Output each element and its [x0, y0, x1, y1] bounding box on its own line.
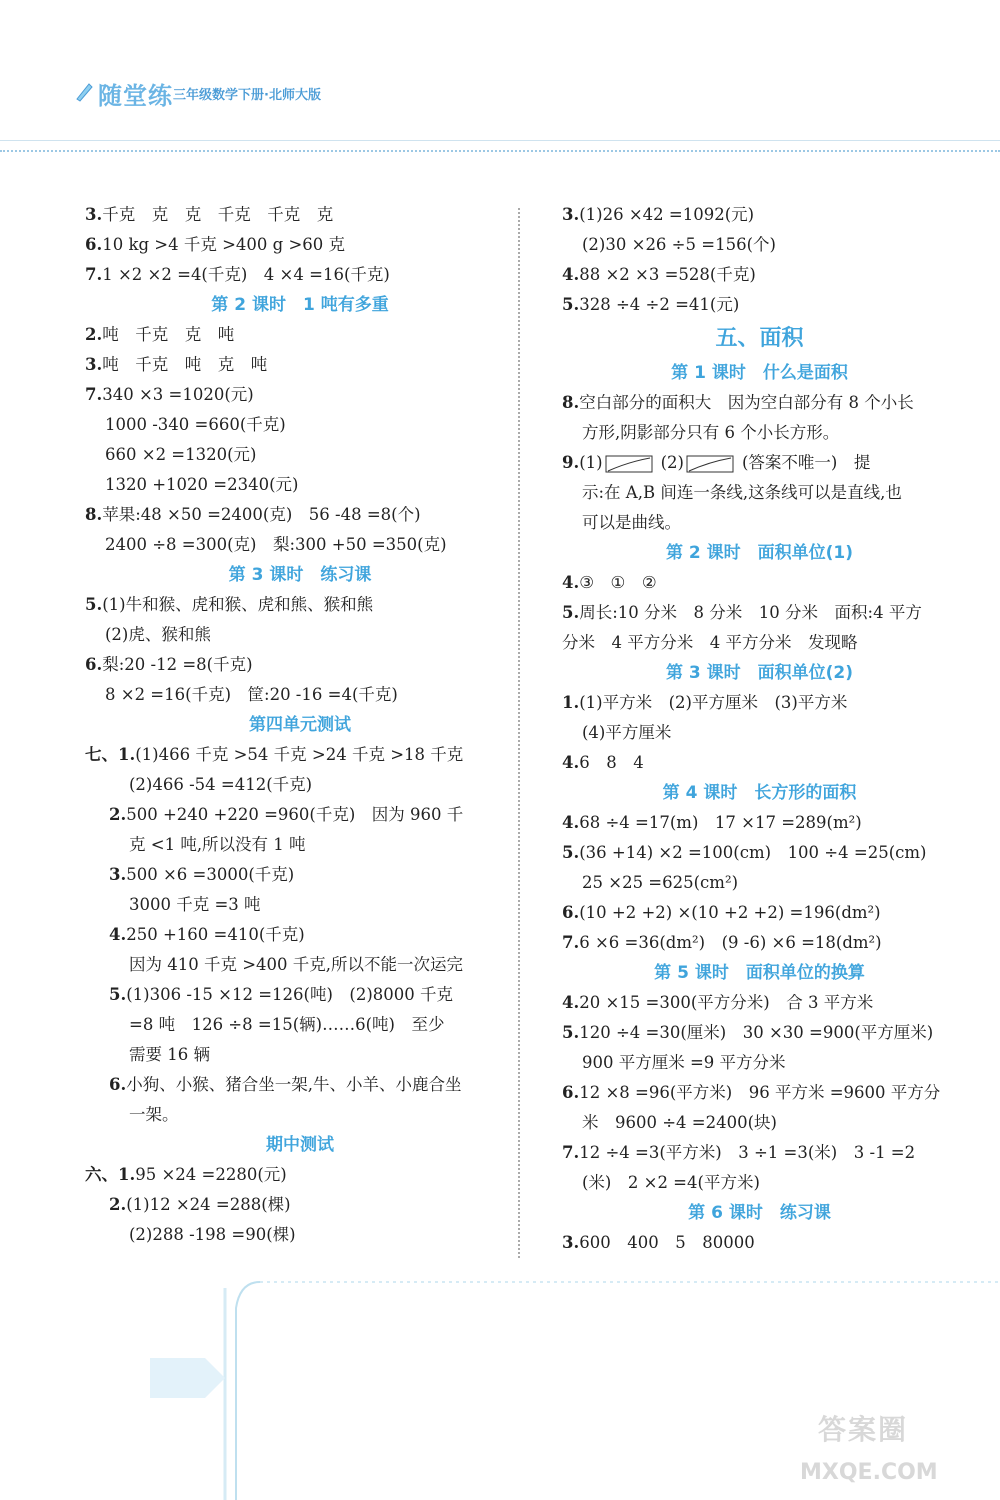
answer-text: 3000 千克 =3 吨 [129, 895, 261, 914]
answer-line [85, 620, 515, 650]
item-number: 3. [562, 1233, 580, 1252]
answer-line [562, 290, 957, 320]
answer-line [562, 1228, 957, 1258]
item-number: 6. [562, 1083, 580, 1102]
answer-line [562, 628, 957, 658]
answer-line [85, 1070, 515, 1100]
answer-line [85, 950, 515, 980]
answer-line [85, 530, 515, 560]
answer-line [562, 568, 957, 598]
answer-line [562, 598, 957, 628]
answer-line [85, 980, 515, 1010]
answer-text: (米) 2 ×2 =4(平方米) [582, 1173, 760, 1192]
item-number: 6. [85, 235, 103, 254]
answer-line [562, 418, 957, 448]
item-number: 7. [562, 933, 580, 952]
section-heading: 第 6 课时 练习课 [688, 1203, 831, 1223]
answer-text: (1)平方米 (2)平方厘米 (3)平方米 [579, 693, 848, 712]
item-number: 4. [562, 993, 580, 1012]
answer-line [562, 1138, 957, 1168]
section-heading: 第 4 课时 长方形的面积 [662, 783, 857, 803]
answer-line [85, 470, 515, 500]
item-number: 6. [109, 1075, 127, 1094]
answer-text: 250 +160 =410(千克) [126, 925, 305, 944]
answer-text: ③ ① ② [579, 573, 657, 592]
answer-line [85, 1100, 515, 1130]
item-number: 6. [562, 903, 580, 922]
answer-line [85, 1160, 515, 1190]
answer-line [562, 260, 957, 290]
section-heading: 第 1 课时 什么是面积 [671, 363, 848, 383]
rectangle-figure [684, 452, 742, 476]
item-number: 4. [562, 573, 580, 592]
answer-text: 12 ×8 =96(平方米) 96 平方米 =9600 平方分 [579, 1083, 941, 1102]
section-heading: 第四单元测试 [249, 715, 351, 735]
item-number: 4. [562, 813, 580, 832]
answer-line [562, 478, 957, 508]
answer-text: 1320 +1020 =2340(元) [105, 475, 299, 494]
watermark-logo: 答案圈 [818, 1413, 909, 1446]
item-number: 3. [85, 205, 103, 224]
answer-line [85, 1190, 515, 1220]
answer-text: 660 ×2 =1320(元) [105, 445, 257, 464]
answer-text: (4)平方厘米 [582, 723, 672, 742]
section-heading: 第 3 课时 面积单位(2) [665, 663, 854, 683]
answer-line [85, 680, 515, 710]
answer-line [562, 838, 957, 868]
item-number: 3. [85, 355, 103, 374]
section-heading: 第 2 课时 1 吨有多重 [211, 295, 389, 315]
answer-text: 吨 千克 吨 克 吨 [102, 355, 268, 374]
section-heading: 第 3 课时 练习课 [228, 565, 372, 585]
item-number: 7. [85, 385, 103, 404]
section-heading: 第 5 课时 面积单位的换算 [654, 963, 865, 983]
answer-line [85, 860, 515, 890]
answer-text: 苹果:48 ×50 =2400(克) 56 -48 =8(个) [102, 505, 421, 524]
rectangle-figure [603, 452, 661, 476]
item-number: 8. [562, 393, 580, 412]
answer-text: 米 9600 ÷4 =2400(块) [582, 1113, 777, 1132]
answer-text: 12 ÷4 =3(平方米) 3 ÷1 =3(米) 3 -1 =2 [579, 1143, 916, 1162]
answer-line [85, 890, 515, 920]
answer-part: (1) [579, 453, 603, 472]
answer-line [562, 1078, 957, 1108]
answer-text: 8 ×2 =16(千克) 筐:20 -16 =4(千克) [105, 685, 398, 704]
item-number: 3. [562, 205, 580, 224]
answer-part: (答案不唯一) 提 [741, 453, 871, 472]
answer-line [562, 1108, 957, 1138]
answer-line [85, 320, 515, 350]
answer-line [562, 988, 957, 1018]
answer-text: 需要 16 辆 [129, 1045, 210, 1064]
answer-line [562, 200, 957, 230]
item-number: 5. [562, 295, 580, 314]
item-number: 5. [562, 603, 580, 622]
answer-line [562, 1168, 957, 1198]
item-number: 七、1. [85, 745, 136, 764]
answer-line [562, 1048, 957, 1078]
answer-text: 600 400 5 80000 [579, 1233, 755, 1252]
answer-text: (36 +14) ×2 =100(cm) 100 ÷4 =25(cm) [579, 843, 927, 862]
answer-text: 20 ×15 =300(平方分米) 合 3 平方米 [579, 993, 874, 1012]
item-number: 2. [85, 325, 103, 344]
pencil-icon [74, 80, 96, 102]
answer-line [562, 928, 957, 958]
answer-text: (1)26 ×42 =1092(元) [579, 205, 755, 224]
answer-line [562, 718, 957, 748]
right-column [562, 200, 957, 1258]
brand-title: 随堂练 [98, 82, 173, 110]
item-number: 7. [85, 265, 103, 284]
answer-text: 95 ×24 =2280(元) [135, 1165, 287, 1184]
answer-line [85, 740, 515, 770]
item-number: 六、1. [85, 1165, 136, 1184]
answer-text: 千克 克 克 千克 千克 克 [102, 205, 334, 224]
answer-line [85, 590, 515, 620]
answer-text: 小狗、小猴、猪合坐一架,牛、小羊、小鹿合坐 [126, 1075, 462, 1094]
book-subtitle: 三年级数学下册·北师大版 [173, 88, 321, 103]
item-number: 2. [109, 1195, 127, 1214]
answer-line [562, 688, 957, 718]
answer-line [562, 230, 957, 260]
answer-line [85, 1220, 515, 1250]
answer-text: 340 ×3 =1020(元) [102, 385, 254, 404]
left-column [85, 200, 515, 1250]
answer-line [562, 808, 957, 838]
item-number: 3. [109, 865, 127, 884]
answer-line [562, 448, 957, 478]
answer-line [85, 440, 515, 470]
answer-text: 328 ÷4 ÷2 =41(元) [579, 295, 740, 314]
answer-line [85, 410, 515, 440]
header-rule [0, 140, 1000, 141]
header-dotted-rule [0, 150, 1000, 152]
answer-text: (1)306 -15 ×12 =126(吨) (2)8000 千克 [126, 985, 454, 1004]
answer-line [562, 388, 957, 418]
watermark-url: MXQE.COM [800, 1460, 938, 1485]
answer-text: 1 ×2 ×2 =4(千克) 4 ×4 =16(千克) [102, 265, 390, 284]
answer-line [85, 230, 515, 260]
item-number: 2. [109, 805, 127, 824]
answer-line [85, 650, 515, 680]
answer-line [85, 380, 515, 410]
answer-line [85, 800, 515, 830]
answer-text: 方形,阴影部分只有 6 个小长方形。 [582, 423, 840, 442]
item-number: 4. [562, 265, 580, 284]
answer-line [85, 500, 515, 530]
item-number: 7. [562, 1143, 580, 1162]
answer-line [562, 898, 957, 928]
answer-text: 1000 -340 =660(千克) [105, 415, 286, 434]
column-divider [518, 208, 520, 1258]
answer-text: 周长:10 分米 8 分米 10 分米 面积:4 平方 [579, 603, 922, 622]
item-number: 8. [85, 505, 103, 524]
answer-text: 68 ÷4 =17(m) 17 ×17 =289(m²) [579, 813, 862, 832]
answer-line [562, 1018, 957, 1048]
section-heading: 期中测试 [266, 1135, 334, 1155]
answer-text: 2400 ÷8 =300(克) 梨:300 +50 =350(克) [105, 535, 447, 554]
answer-line [562, 868, 957, 898]
answer-line [85, 200, 515, 230]
answer-line [85, 920, 515, 950]
answer-text: 10 kg >4 千克 >400 g >60 克 [102, 235, 346, 254]
answer-text: 可以是曲线。 [582, 513, 681, 532]
answer-line [85, 1010, 515, 1040]
answer-text: 88 ×2 ×3 =528(千克) [579, 265, 756, 284]
answer-text: (2)288 -198 =90(棵) [129, 1225, 296, 1244]
answer-line [85, 830, 515, 860]
answer-text: 500 ×6 =3000(千克) [126, 865, 295, 884]
answer-line [562, 748, 957, 778]
answer-text: 6 8 4 [579, 753, 644, 772]
answer-text: (1)466 千克 >54 千克 >24 千克 >18 千克 [135, 745, 464, 764]
item-number: 6. [85, 655, 103, 674]
answer-text: (2)虎、猴和熊 [105, 625, 211, 644]
answer-text: 梨:20 -12 =8(千克) [102, 655, 253, 674]
item-number: 9. [562, 453, 580, 472]
item-number: 4. [109, 925, 127, 944]
item-number: 5. [109, 985, 127, 1004]
answer-text: 120 ÷4 =30(厘米) 30 ×30 =900(平方厘米) [579, 1023, 934, 1042]
answer-text: 空白部分的面积大 因为空白部分有 8 个小长 [579, 393, 914, 412]
answer-text: (10 +2 +2) ×(10 +2 +2) =196(dm²) [579, 903, 881, 922]
answer-text: (1)12 ×24 =288(棵) [126, 1195, 291, 1214]
section-heading: 第 2 课时 面积单位(1) [665, 543, 854, 563]
answer-text: 克 <1 吨,所以没有 1 吨 [129, 835, 306, 854]
answer-text: 900 平方厘米 =9 平方分米 [582, 1053, 786, 1072]
answer-text: 示:在 A,B 间连一条线,这条线可以是直线,也 [582, 483, 902, 502]
answer-text: 吨 千克 克 吨 [102, 325, 235, 344]
answer-text: (2)30 ×26 ÷5 =156(个) [582, 235, 776, 254]
answer-line [85, 770, 515, 800]
answer-text: =8 吨 126 ÷8 =15(辆)……6(吨) 至少 [129, 1015, 445, 1034]
item-number: 5. [562, 1023, 580, 1042]
item-number: 5. [85, 595, 103, 614]
answer-line [85, 260, 515, 290]
answer-text: 500 +240 +220 =960(千克) 因为 960 千 [126, 805, 464, 824]
answer-text: (1)牛和猴、虎和猴、虎和熊、猴和熊 [102, 595, 374, 614]
answer-text: 因为 410 千克 >400 千克,所以不能一次运完 [129, 955, 464, 974]
answer-line [85, 1040, 515, 1070]
answer-line [562, 508, 957, 538]
answer-text: 25 ×25 =625(cm²) [582, 873, 739, 892]
answer-text: (2)466 -54 =412(千克) [129, 775, 313, 794]
answer-text: 一架。 [129, 1105, 179, 1124]
answer-text: 6 ×6 =36(dm²) (9 -6) ×6 =18(dm²) [579, 933, 882, 952]
answer-part: (2) [660, 453, 684, 472]
item-number: 4. [562, 753, 580, 772]
item-number: 5. [562, 843, 580, 862]
answer-line [85, 350, 515, 380]
item-number: 1. [562, 693, 580, 712]
answer-text: 分米 4 平方分米 4 平方分米 发现略 [562, 633, 858, 652]
unit-heading: 五、面积 [715, 326, 804, 351]
